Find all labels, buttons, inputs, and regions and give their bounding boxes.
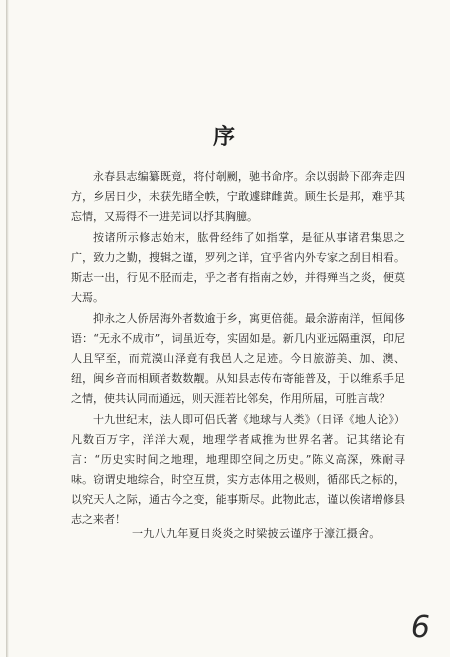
signature-line: 一九八九年夏日炎炎之时梁披云谨序于濠江摄舍。 [132, 527, 381, 540]
preface-body [71, 167, 405, 531]
paragraph-4: 十九世纪末，法人即可侣氏著《地球与人类》（日译《地人论》）凡数百万字，洋洋大观，地理学者咸推为世界名著。记其绪论有言：“历史实时间之地理，地理即空间之历史。”陈义高深，殊耐寻味。窃谓史地综合，时空互贯，实方志体用之极则，循邵氏之标的，以究天人之际，通古今之变，能事斯尽。此物此志，谨以俟诸增修县志之来者！ [71, 413, 405, 526]
page-title: 序 [212, 124, 237, 150]
page-edge-shadow [6, 0, 9, 657]
paragraph-1: 永春县志编纂既竟，将付剞劂，驰书命序。余以弱龄下邵奔走四方，乡居日少，未获先睹全帙，宁敢遽肆雌黄。顾生长是邦，难乎其忘情，又焉得不一进芜词以抒其胸臆。 [71, 170, 405, 223]
paragraph-3: 抑永之人侨居海外者数逾于乡，寓更倍蓰。最余游南洋，恒闻侈语：“无永不成市”，词虽近夸，实固如是。新几内亚远隔重溟，印尼人且罕至，而荒漠山泽竟有我邑人之足迹。今日旅游美、加、澳、纽，闽乡音而相顾者数数觏。从知县志传布寄能普及，于以维系手足之情，使共认同而通远，则天涯若比邻矣，作用所届，可胜言哉？ [71, 312, 405, 405]
paragraph-2: 按诸所示修志始末，肱骨经纬了如指掌，是征从事诸君集思之广，致力之勤，搜辑之谨，罗列之详，宜乎省内外专家之刮目相看。斯志一出，行见不胫而走，乎之者有指南之妙，并得殚当之炎，便莫大焉。 [71, 231, 405, 304]
page-number: 6 [410, 610, 430, 645]
